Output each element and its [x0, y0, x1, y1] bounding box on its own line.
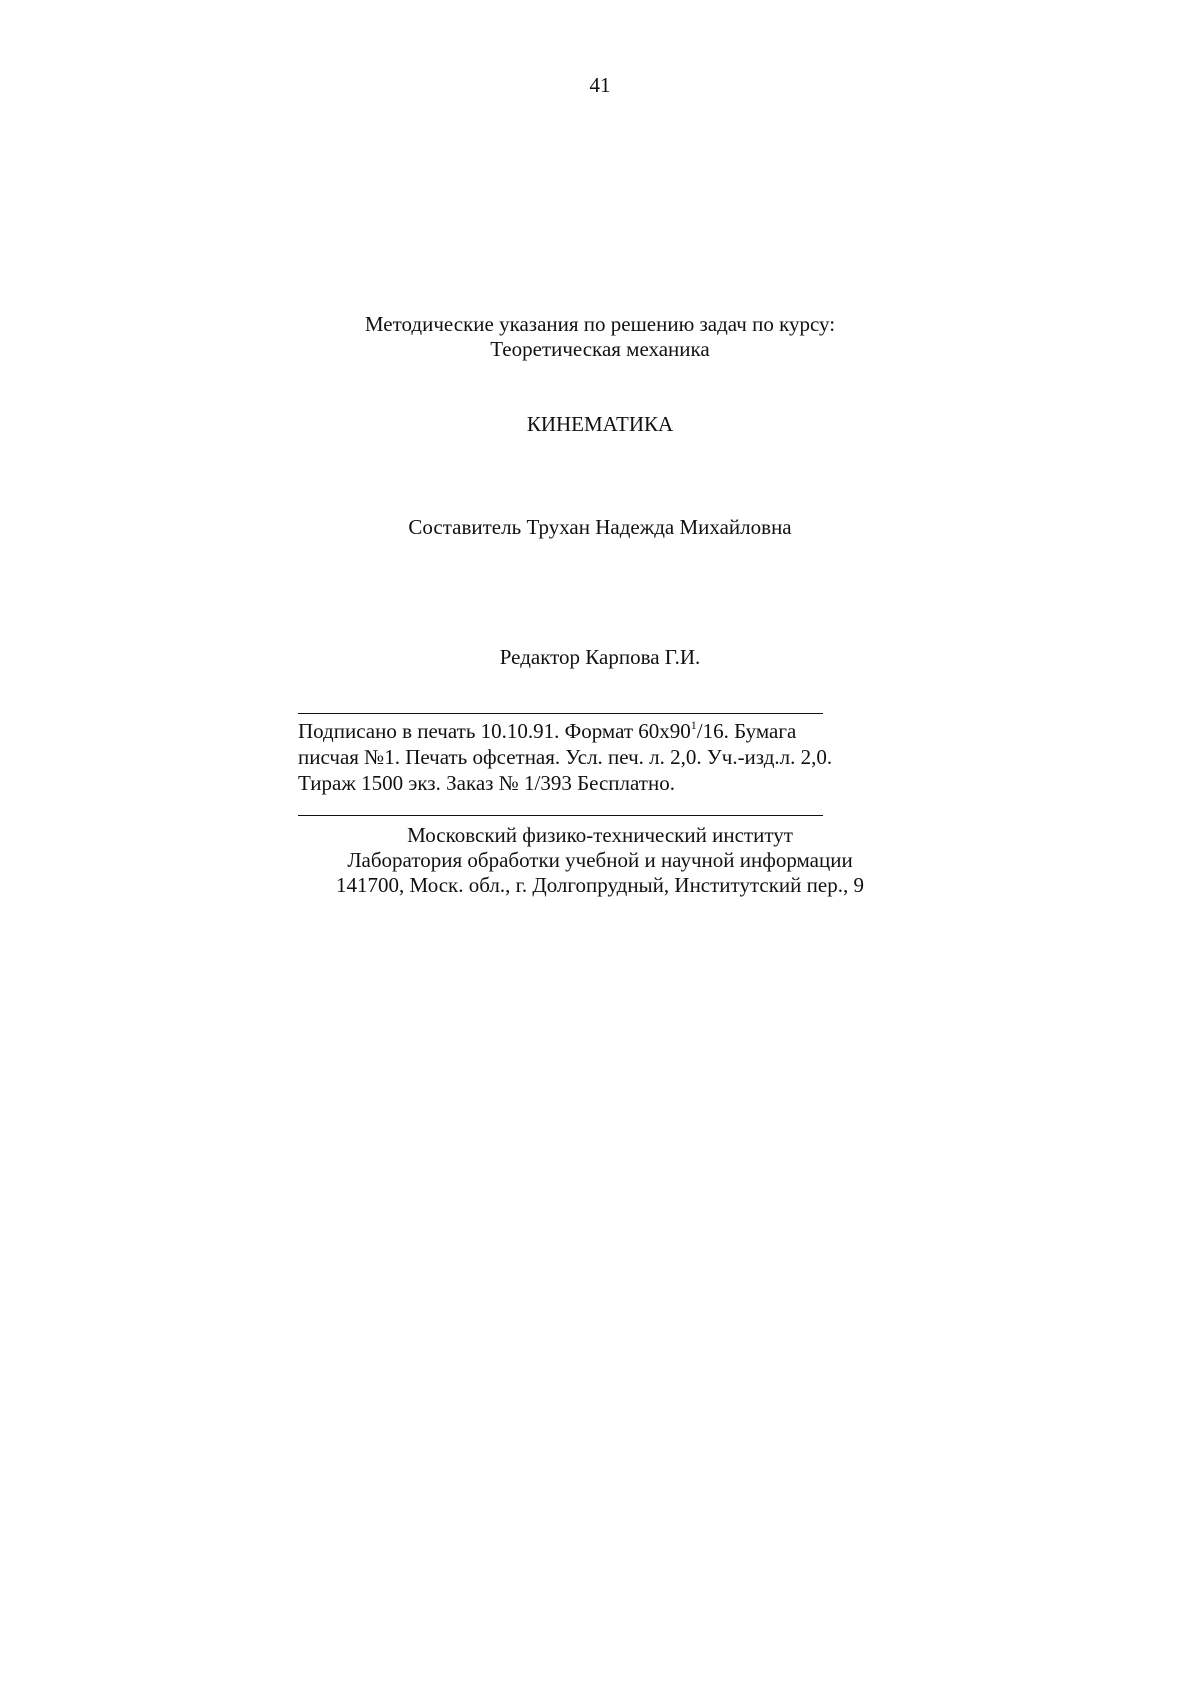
page-number: 41 — [589, 73, 611, 97]
imprint-line-1-tail: /16. Бумага — [696, 719, 797, 743]
publisher-name: Московский физико-технический институт — [407, 823, 793, 847]
imprint-top-rule — [298, 713, 823, 714]
editor-line: Редактор Карпова Г.И. — [499, 645, 701, 669]
imprint-line-1-text: Подписано в печать 10.10.91. Формат 60x90 — [298, 719, 691, 743]
compiler-line: Составитель Трухан Надежда Михайловна — [408, 515, 792, 539]
format-superscript: 1 — [690, 718, 697, 732]
imprint-bottom-rule — [298, 815, 823, 816]
publisher-lab: Лаборатория обработки учебной и научной информации — [347, 848, 853, 872]
section-heading: КИНЕМАТИКА — [526, 412, 674, 436]
title-line-2: Теоретическая механика — [490, 337, 710, 361]
imprint-line-1 — [298, 718, 918, 744]
imprint-line-2: писчая №1. Печать офсетная. Усл. печ. л. 2,0. Уч.-изд.л. 2,0. — [298, 745, 833, 769]
imprint-line-3: Тираж 1500 экз. Заказ № 1/393 Бесплатно. — [298, 771, 675, 795]
publisher-address: 141700, Моск. обл., г. Долгопрудный, Институтский пер., 9 — [336, 873, 864, 897]
title-line-1: Методические указания по решению задач по курсу: — [364, 312, 836, 336]
